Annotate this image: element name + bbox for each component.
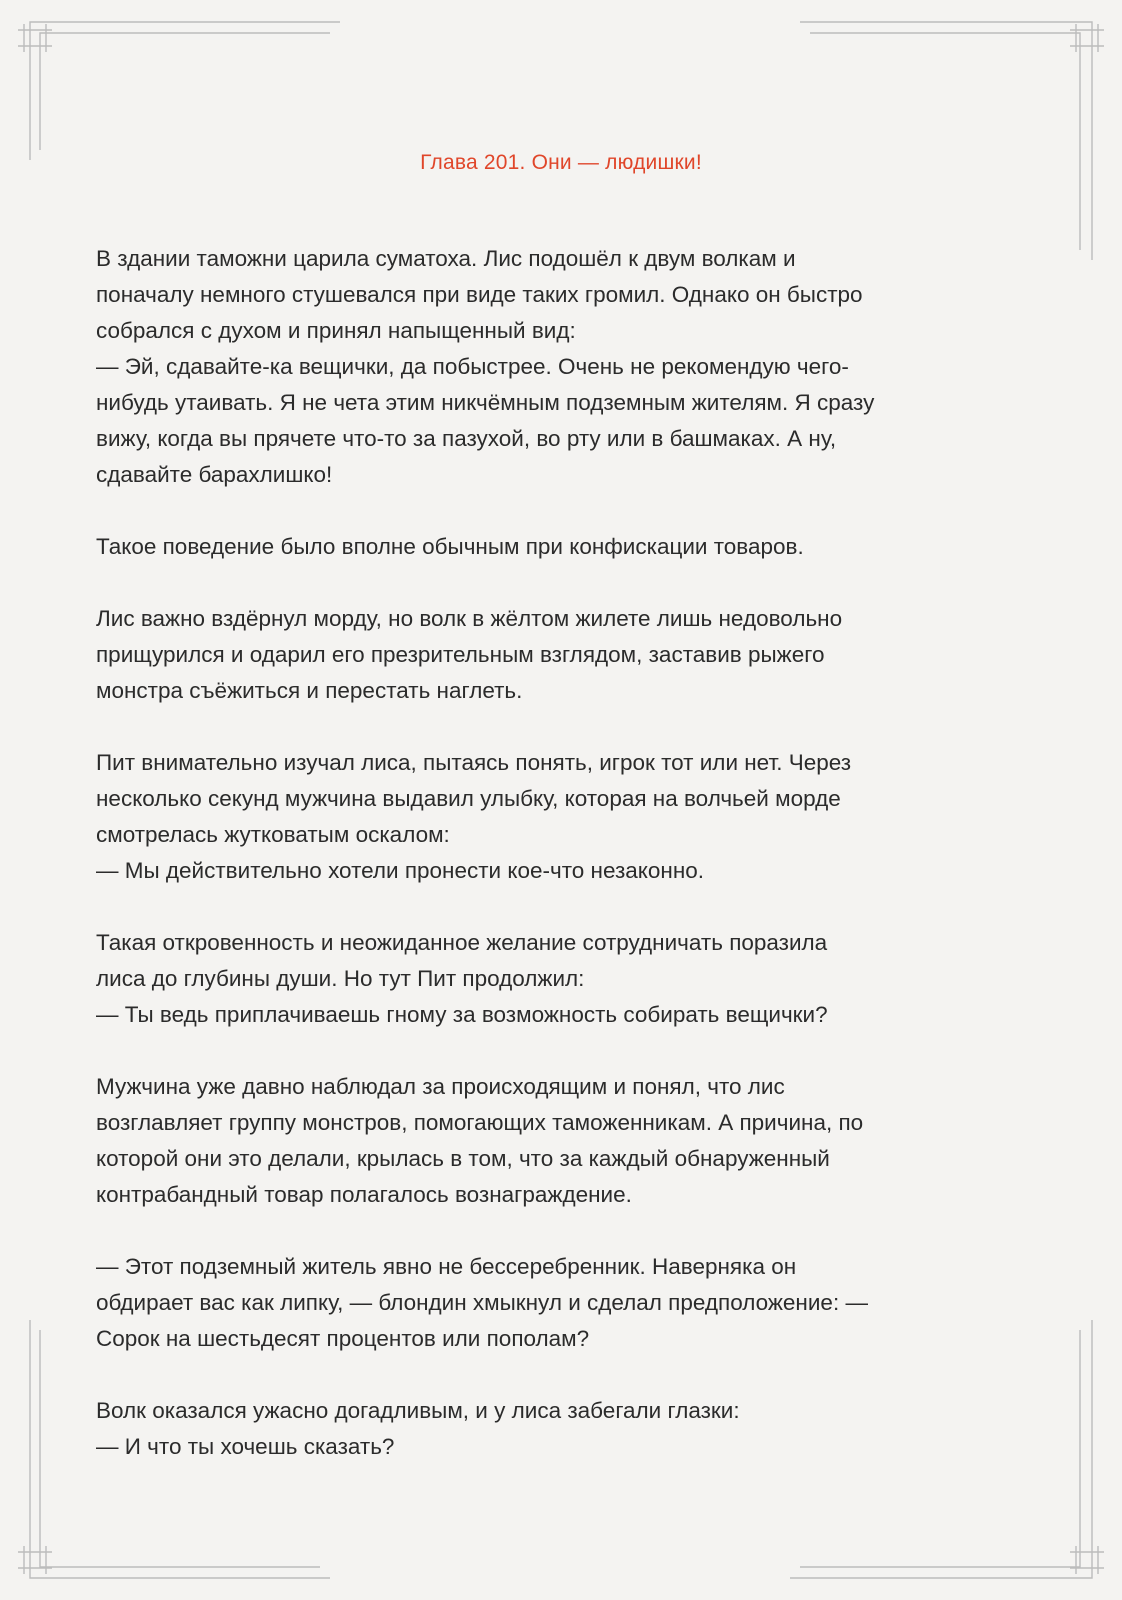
text-line: Такое поведение было вполне обычным при конфискации товаров. <box>96 534 804 559</box>
chapter-title: Глава 201. Они — людишки! <box>420 151 702 174</box>
text-line: Сорок на шестьдесят процентов или пополам? <box>96 1326 590 1351</box>
text-line: — И что ты хочешь сказать? <box>96 1434 395 1459</box>
text-line: обдирает вас как липку, — блондин хмыкнул и сделал предположение: — <box>96 1290 868 1315</box>
corner-ornament-top-left <box>18 22 340 160</box>
text-line: Мужчина уже давно наблюдал за происходящим и понял, что лис <box>96 1074 785 1099</box>
paragraph <box>96 529 1031 565</box>
text-line: Лис важно вздёрнул морду, но волк в жёлтом жилете лишь недовольно <box>96 606 843 631</box>
chapter-body <box>96 241 1031 1501</box>
paragraph <box>96 1393 1031 1465</box>
text-line: контрабандный товар полагалось вознаграждение. <box>96 1182 632 1207</box>
text-line: которой они это делали, крылась в том, что за каждый обнаруженный <box>96 1146 830 1171</box>
text-line: Такая откровенность и неожиданное желание сотрудничать поразила <box>96 930 828 955</box>
text-line: — Эй, сдавайте-ка вещички, да побыстрее. Очень не рекомендую чего- <box>96 354 849 379</box>
text-line: вижу, когда вы прячете что-то за пазухой, во рту или в башмаках. А ну, <box>96 426 837 451</box>
text-line: собрался с духом и принял напыщенный вид: <box>96 318 576 343</box>
text-line: Пит внимательно изучал лиса, пытаясь понять, игрок тот или нет. Через <box>96 750 852 775</box>
corner-ornament-top-right <box>800 22 1104 260</box>
text-line: — Мы действительно хотели пронести кое-что незаконно. <box>96 858 705 883</box>
text-line: — Этот подземный житель явно не бессеребренник. Наверняка он <box>96 1254 797 1279</box>
paragraph <box>96 745 1031 889</box>
paragraph <box>96 601 1031 709</box>
text-line: — Ты ведь приплачиваешь гному за возможность собирать вещички? <box>96 1002 828 1027</box>
text-line: смотрелась жутковатым оскалом: <box>96 822 450 847</box>
text-line: поначалу немного стушевался при виде таких громил. Однако он быстро <box>96 282 863 307</box>
paragraph <box>96 925 1031 1033</box>
text-line: лиса до глубины души. Но тут Пит продолжил: <box>96 966 585 991</box>
paragraph <box>96 1249 1031 1357</box>
paragraph <box>96 1069 1031 1213</box>
text-line: прищурился и одарил его презрительным взглядом, заставив рыжего <box>96 642 825 667</box>
text-line: несколько секунд мужчина выдавил улыбку, которая на волчьей морде <box>96 786 841 811</box>
paragraph <box>96 241 1031 493</box>
text-line: Волк оказался ужасно догадливым, и у лиса забегали глазки: <box>96 1398 740 1423</box>
text-line: возглавляет группу монстров, помогающих таможенникам. А причина, по <box>96 1110 864 1135</box>
text-line: монстра съёжиться и перестать наглеть. <box>96 678 523 703</box>
text-line: нибудь утаивать. Я не чета этим никчёмным подземным жителям. Я сразу <box>96 390 875 415</box>
text-line: В здании таможни царила суматоха. Лис подошёл к двум волкам и <box>96 246 796 271</box>
text-line: сдавайте барахлишко! <box>96 462 333 487</box>
